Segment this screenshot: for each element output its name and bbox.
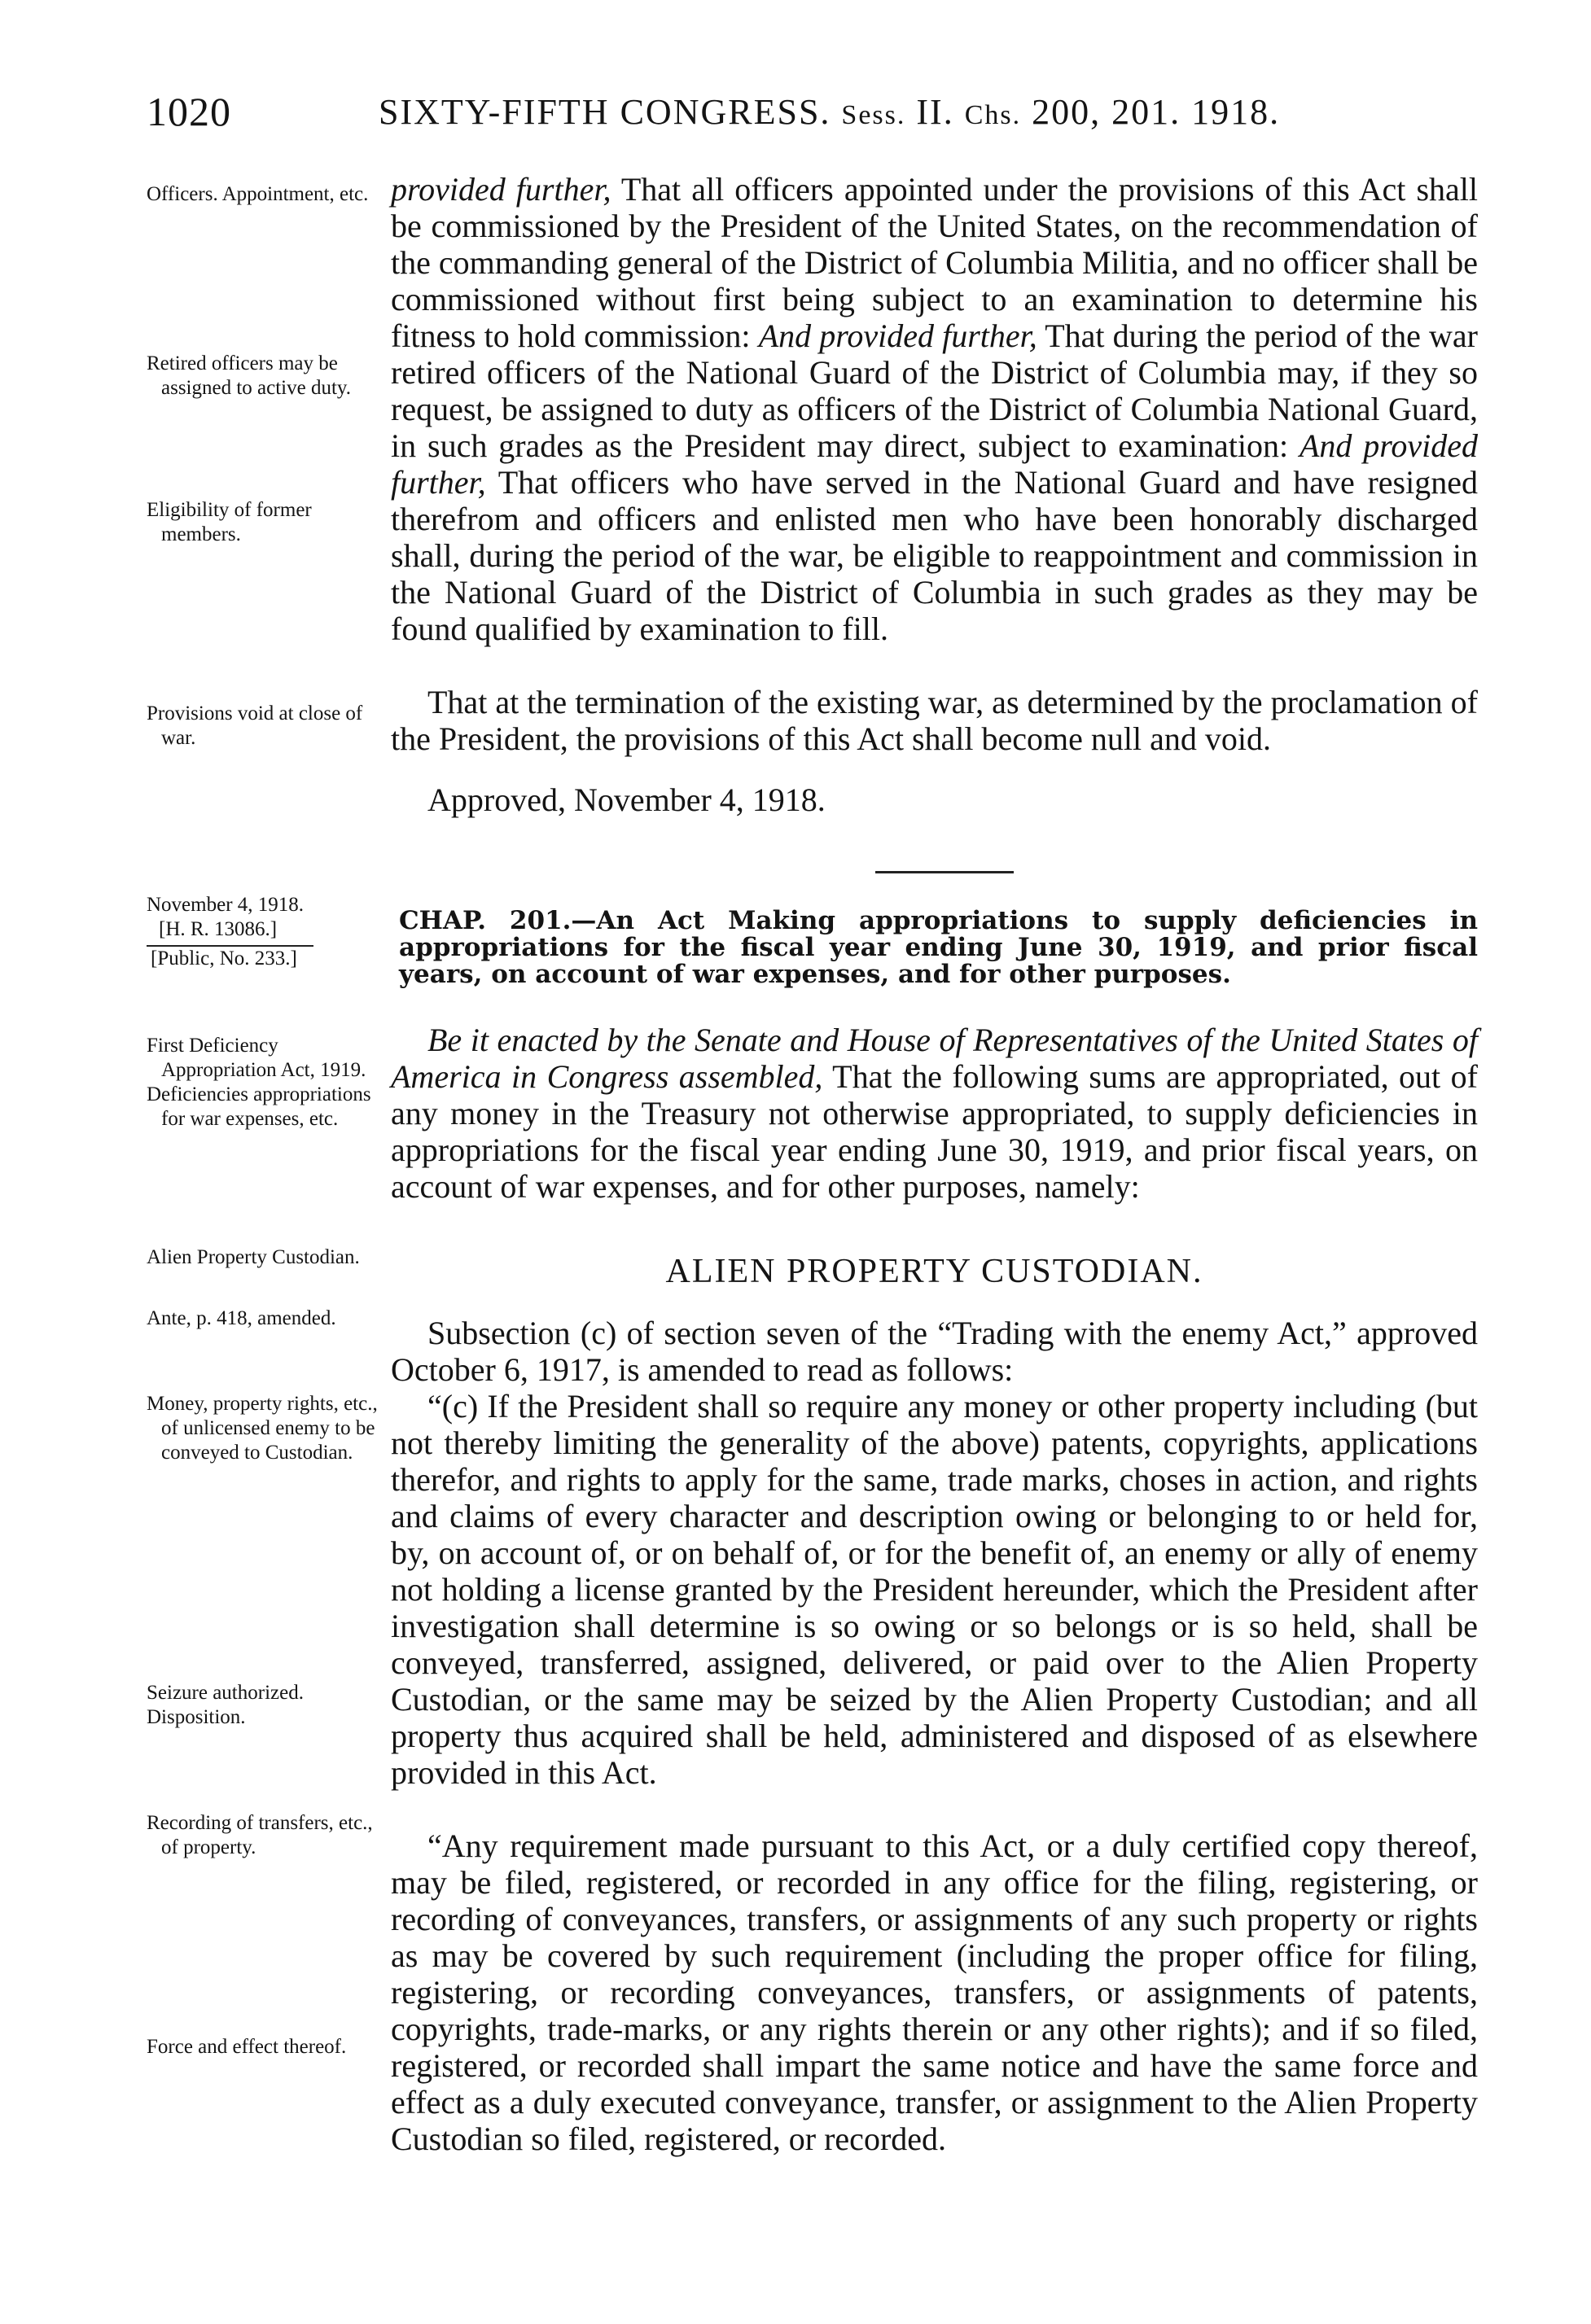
margin-note-alien-custodian: Alien Property Custodian. [147,1246,360,1268]
enacting-clause-formula: Be it enacted by the Senate and House of Representatives of the United States of America in Congress assembled, [391,1022,1478,1095]
proviso-3: And provided further, [391,427,1479,501]
running-head-chs: Chs. [964,100,1022,130]
paragraph-any-requirement: “Any requirement made pursuant to this Act, or a duly certified copy thereof, may be filed, registered, or recorded in any office for the filing, registering, or recording of conveyances, transfers, or assignments of any such property or rights as may be covered by such requirement (including the proper office for filing, registering, or recording conveyances, transfers, or assignments of patents, copyrights, trade-marks, or any rights therein or any other rights); and if so filed, registered, or recorded shall impart the same notice and have the same force and effect as a duly executed conveyance, transfer, or assignment to the Alien Property Custodian so filed, registered, or recorded. [391,1827,1478,2157]
margin-note-force-effect: Force and effect thereof. [147,2036,347,2058]
margin-note-first-deficiency: First Deficiency Appropriation Act, 1919. [147,1035,366,1081]
chapter-bill-number: [H. R. 13086.] [159,918,278,940]
chapter-heading: CHAP. 201.—An Act Making appropriations to supply deficiencies in appropriations for the fiscal year ending June 30, 1919, and prior fiscal years, on account of war expenses, and for other purposes. [399,906,1478,989]
officers-commission-text: That all officers appointed under the provisions of this Act shall be commissioned by the President of the United States, on the recommendation of the commanding general of the District of Columbia Militia, and no officer shall be commissioned without first being subject to an examination to determine his fitness to hold commission: [391,171,1479,354]
paragraph-termination: That at the termination of the existing war, as determined by the proclamation of the President, the provisions of this Act shall become null and void. [391,684,1478,757]
margin-note-officers: Officers. Appointment, etc. [147,183,369,205]
running-head-congress: SIXTY-FIFTH CONGRESS. [379,92,842,132]
retired-officers-text: That during the period of the war retired officers of the National Guard of the District of Columbia may, if they so request, be assigned to duty as officers of the District of Columbia National Guard, in such grades as the President may direct, subject to examination: [391,317,1478,464]
approval-line: Approved, November 4, 1918. [427,781,826,818]
enacting-clause [391,1022,1478,1205]
chapter-info [147,893,391,971]
margin-note-seizure: Seizure authorized. [147,1682,304,1704]
former-members-text: That officers who have served in the National Guard and have resigned therefrom and officers and enlisted men who have been honorably discharged shall, during the period of the war, be eligible to reappointment and commission in the National Guard of the District of Columbia in such grades as they may be found qualified by examination to fill. [391,464,1478,647]
section-divider [875,871,1014,873]
paragraph-subsection-c: Subsection (c) of section seven of the “Trading with the enemy Act,” approved October 6, 1917, is amended to read as follows: [391,1315,1478,1388]
running-head-sess: Sess. [841,100,906,130]
margin-note-eligibility: Eligibility of former members. [147,499,312,545]
page-number: 1020 [147,89,231,134]
paragraph-quoted-c: “(c) If the President shall so require any money or other property including (but not thereby limiting the generality of the above) patents, copyrights, applications therefor, and rights to apply for the same, trade marks, choses in action, and rights and claims of every character and description owing or belonging to or held for, by, on account of, or on behalf of, or for the benefit of, an enemy or ally of enemy not holding a license granted by the President hereunder, which the President after investigation shall determine is so owing or so belongs or is so held, shall be conveyed, transferred, assigned, delivered, or paid over to the Alien Property Custodian, or the same may be seized by the Alien Property Custodian; and all property thus acquired shall be held, administered and disposed of as elsewhere provided in this Act. [391,1388,1478,1791]
proviso-1: provided further, [391,171,611,208]
enacting-clause-text: That the following sums are appropriated, out of any money in the Treasury not otherwise appropriated, to supply deficiencies in appropriations for the fiscal year ending June 30, 1919, and prior fiscal years, on account of war expenses, and for other purposes, namely: [391,1058,1478,1205]
chapter-public-number: [Public, No. 233.] [147,945,313,971]
running-head-session-number: II. [905,92,965,132]
margin-note-disposition: Disposition. [147,1706,246,1728]
margin-note-retired: Retired officers may be assigned to active duty. [147,352,352,399]
margin-note-ante: Ante, p. 418, amended. [147,1307,336,1329]
margin-note-money-property: Money, property rights, etc., of unlicensed enemy to be conveyed to Custodian. [147,1393,378,1464]
page-header [147,88,1482,145]
margin-note-deficiencies: Deficiencies appropriations for war expenses, etc. [147,1083,371,1130]
chapter-date: November 4, 1918. [147,894,305,916]
margin-note-provisions-void: Provisions void at close of war. [147,702,363,749]
margin-note-recording: Recording of transfers, etc., of property. [147,1812,373,1858]
running-head-chapters-year: 200, 201. 1918. [1021,92,1281,132]
paragraph-officers-provisos [391,171,1478,647]
proviso-2: And provided further, [758,317,1037,354]
section-title: ALIEN PROPERTY CUSTODIAN. [665,1253,1203,1290]
running-head [379,91,1280,133]
